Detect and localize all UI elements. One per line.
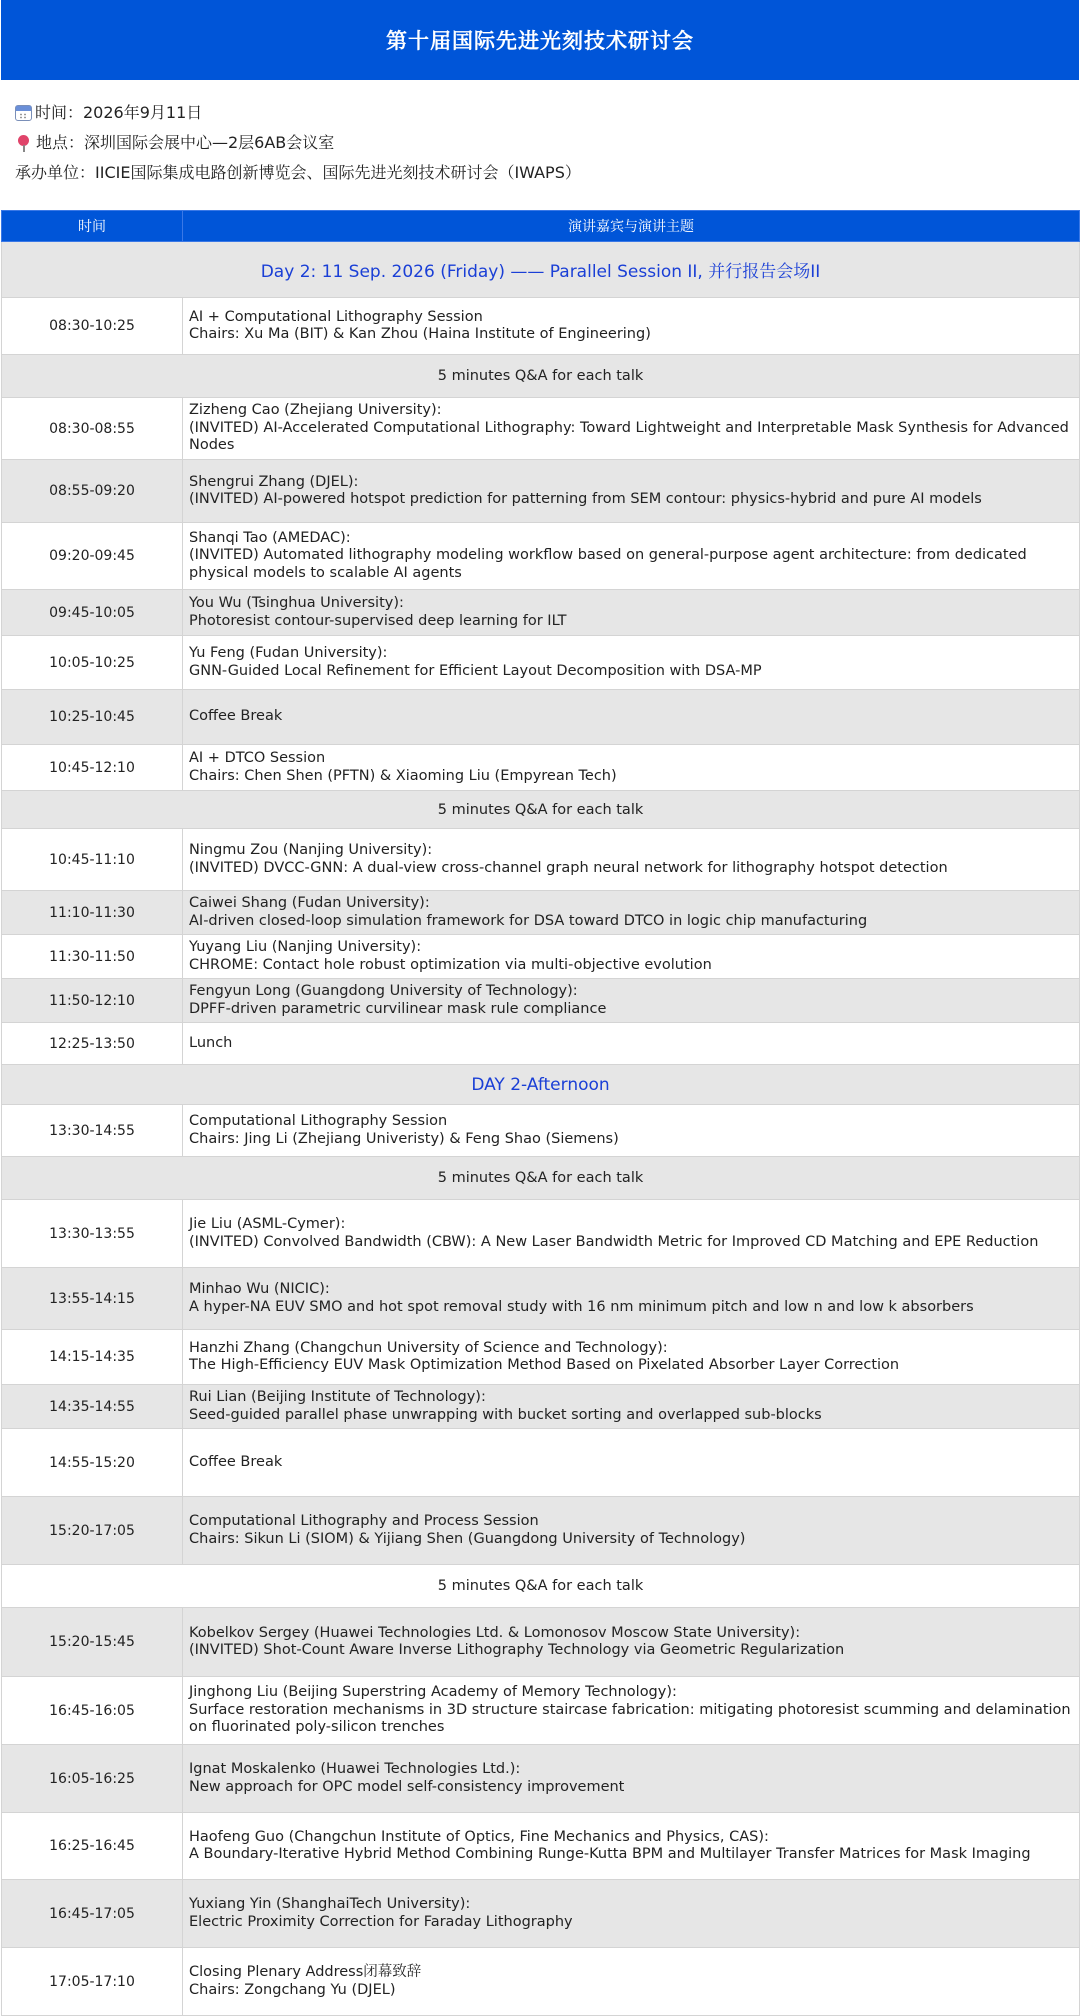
- qa-note-row: [2, 1565, 1080, 1608]
- speaker-name: Minhao Wu (NICIC):: [189, 1281, 330, 1297]
- session-time: 11:50-12:10: [2, 979, 183, 1023]
- session-time: 15:20-15:45: [2, 1608, 183, 1677]
- calendar-icon: [15, 105, 32, 121]
- talk-topic: The High-Efficiency EUV Mask Optimization Method Based on Pixelated Absorber Layer Correction: [189, 1357, 900, 1373]
- qa-note-row: [2, 791, 1080, 829]
- speaker-name: Fengyun Long (Guangdong University of Technology):: [189, 983, 578, 999]
- col-header-talk: 演讲嘉宾与演讲主题: [183, 211, 1080, 242]
- table-row: [2, 636, 1080, 690]
- session-time: 16:05-16:25: [2, 1745, 183, 1813]
- talk-cell: [183, 636, 1080, 690]
- session-time: 14:15-14:35: [2, 1330, 183, 1385]
- talk-cell: [183, 1948, 1080, 2016]
- session-time: 14:55-15:20: [2, 1429, 183, 1497]
- talk-topic: (INVITED) Automated lithography modeling workflow based on general-purpose agent architecture: from dedicated physical models to scalable AI agents: [189, 547, 1027, 581]
- talk-cell: [183, 1745, 1080, 1813]
- talk-cell: [183, 523, 1080, 590]
- speaker-name: Yuyang Liu (Nanjing University):: [189, 939, 422, 955]
- schedule-page: [1, 0, 1079, 2009]
- table-row: [2, 298, 1080, 355]
- speaker-name: Jinghong Liu (Beijing Superstring Academy of Memory Technology):: [189, 1684, 677, 1701]
- session-time: 14:35-14:55: [2, 1385, 183, 1429]
- event-organizer-text: 承办单位：IICIE国际集成电路创新博览会、国际先进光刻技术研讨会（IWAPS）: [15, 163, 581, 182]
- talk-cell: [183, 979, 1080, 1023]
- table-row: [2, 460, 1080, 523]
- event-location-text: 地点：深圳国际会展中心—2层6AB会议室: [36, 133, 335, 152]
- event-location: [15, 128, 1065, 158]
- talk-cell: [183, 935, 1080, 979]
- speaker-name: Yuxiang Yin (ShanghaiTech University):: [189, 1896, 471, 1912]
- speaker-name: AI + DTCO Session: [189, 750, 326, 766]
- talk-topic: A hyper-NA EUV SMO and hot spot removal study with 16 nm minimum pitch and low n and low k absorbers: [189, 1298, 974, 1315]
- talk-cell: [183, 1677, 1080, 1745]
- talk-topic: Chairs: Jing Li (Zhejiang Univeristy) & Feng Shao (Siemens): [189, 1130, 619, 1147]
- talk-topic: CHROME: Contact hole robust optimization via multi-objective evolution: [189, 956, 712, 973]
- speaker-name: Rui Lian (Beijing Institute of Technology):: [189, 1389, 486, 1405]
- table-row: [2, 1608, 1080, 1677]
- talk-cell: [183, 460, 1080, 523]
- talk-topic: Seed-guided parallel phase unwrapping with bucket sorting and overlapped sub-blocks: [189, 1406, 822, 1423]
- session-time: 09:20-09:45: [2, 523, 183, 590]
- speaker-name: You Wu (Tsinghua University):: [189, 595, 404, 611]
- qa-note-row: [2, 1157, 1080, 1200]
- talk-topic: (INVITED) Shot-Count Aware Inverse Lithography Technology via Geometric Regularization: [189, 1642, 845, 1658]
- talk-cell: [183, 690, 1080, 745]
- talk-topic: (INVITED) Convolved Bandwidth (CBW): A New Laser Bandwidth Metric for Improved CD Matching and EPE Reduction: [189, 1233, 1039, 1250]
- session-time: 08:30-10:25: [2, 298, 183, 355]
- talk-cell: [183, 829, 1080, 891]
- speaker-name: Ignat Moskalenko (Huawei Technologies Ltd.):: [189, 1761, 521, 1777]
- qa-note-row: [2, 355, 1080, 398]
- table-row: [2, 1385, 1080, 1429]
- speaker-name: AI + Computational Lithography Session: [189, 308, 483, 325]
- table-row: [2, 1745, 1080, 1813]
- session-time: 16:45-16:05: [2, 1677, 183, 1745]
- schedule-table: [1, 210, 1080, 2016]
- talk-cell: [183, 1105, 1080, 1157]
- table-row: [2, 935, 1080, 979]
- page-title: 第十届国际先进光刻技术研讨会: [1, 0, 1079, 80]
- talk-cell: [183, 891, 1080, 935]
- talk-topic: Chairs: Xu Ma (BIT) & Kan Zhou (Haina Institute of Engineering): [189, 326, 651, 342]
- table-row: [2, 1268, 1080, 1330]
- talk-cell: [183, 1608, 1080, 1677]
- qa-note: 5 minutes Q&A for each talk: [2, 791, 1080, 829]
- qa-note: 5 minutes Q&A for each talk: [2, 1157, 1080, 1200]
- table-row: [2, 1105, 1080, 1157]
- table-row: [2, 745, 1080, 791]
- talk-topic: GNN-Guided Local Refinement for Efficient Layout Decomposition with DSA-MP: [189, 662, 762, 679]
- table-row: [2, 979, 1080, 1023]
- qa-note: 5 minutes Q&A for each talk: [2, 1565, 1080, 1608]
- day-header-row: [2, 242, 1080, 298]
- session-time: 10:45-11:10: [2, 829, 183, 891]
- session-time: 16:45-17:05: [2, 1880, 183, 1948]
- talk-cell: [183, 1200, 1080, 1268]
- table-row: [2, 523, 1080, 590]
- speaker-name: Haofeng Guo (Changchun Institute of Optics, Fine Mechanics and Physics, CAS):: [189, 1828, 769, 1845]
- col-header-time: 时间: [2, 211, 183, 242]
- speaker-name: Zizheng Cao (Zhejiang University):: [189, 402, 442, 419]
- table-row: [2, 1497, 1080, 1565]
- speaker-name: Computational Lithography Session: [189, 1113, 448, 1129]
- table-row: [2, 891, 1080, 935]
- table-row: [2, 690, 1080, 745]
- talk-cell: [183, 745, 1080, 791]
- table-row: [2, 1200, 1080, 1268]
- speaker-name: Coffee Break: [189, 1453, 283, 1470]
- event-time: [15, 98, 1065, 128]
- talk-topic: New approach for OPC model self-consistency improvement: [189, 1778, 625, 1795]
- event-info: [1, 80, 1079, 210]
- session-time: 13:30-14:55: [2, 1105, 183, 1157]
- table-header-row: [2, 211, 1080, 242]
- session-time: 08:30-08:55: [2, 398, 183, 460]
- session-time: 15:20-17:05: [2, 1497, 183, 1565]
- session-time: 10:05-10:25: [2, 636, 183, 690]
- talk-topic: A Boundary-Iterative Hybrid Method Combining Runge-Kutta BPM and Multilayer Transfer Matrices for Mask Imaging: [189, 1846, 1031, 1862]
- session-time: 12:25-13:50: [2, 1023, 183, 1065]
- talk-topic: (INVITED) AI-powered hotspot prediction for patterning from SEM contour: physics-hybrid and pure AI models: [189, 491, 982, 507]
- table-row: [2, 1880, 1080, 1948]
- talk-topic: DPFF-driven parametric curvilinear mask rule compliance: [189, 1000, 607, 1017]
- talk-topic: (INVITED) AI-Accelerated Computational Lithography: Toward Lightweight and Interpretable Mask Synthesis for Advanced Nodes: [189, 419, 1069, 454]
- table-row: [2, 829, 1080, 891]
- speaker-name: Closing Plenary Address闭幕致辞: [189, 1964, 422, 1980]
- session-time: 11:10-11:30: [2, 891, 183, 935]
- talk-topic: Photoresist contour-supervised deep learning for ILT: [189, 612, 567, 629]
- talk-topic: AI-driven closed-loop simulation framework for DSA toward DTCO in logic chip manufacturing: [189, 912, 868, 929]
- session-time: 13:30-13:55: [2, 1200, 183, 1268]
- table-row: [2, 1677, 1080, 1745]
- talk-cell: [183, 1429, 1080, 1497]
- round-pushpin-icon: [15, 134, 33, 152]
- session-time: 11:30-11:50: [2, 935, 183, 979]
- talk-topic: Chairs: Chen Shen (PFTN) & Xiaoming Liu (Empyrean Tech): [189, 767, 617, 784]
- talk-cell: [183, 1813, 1080, 1880]
- talk-topic: Surface restoration mechanisms in 3D structure staircase fabrication: mitigating photoresist scumming and delamination on fluorinated poly-silicon trenches: [189, 1701, 1071, 1736]
- talk-cell: [183, 1330, 1080, 1385]
- session-time: 08:55-09:20: [2, 460, 183, 523]
- session-time: 10:45-12:10: [2, 745, 183, 791]
- table-row: [2, 1023, 1080, 1065]
- talk-topic: Electric Proximity Correction for Faraday Lithography: [189, 1913, 573, 1930]
- speaker-name: Lunch: [189, 1034, 233, 1051]
- talk-cell: [183, 1385, 1080, 1429]
- table-row: [2, 590, 1080, 636]
- speaker-name: Kobelkov Sergey (Huawei Technologies Ltd. & Lomonosov Moscow State University):: [189, 1624, 801, 1641]
- day-header: Day 2: 11 Sep. 2026 (Friday) —— Parallel Session II, 并行报告会场II: [2, 242, 1080, 298]
- talk-topic: (INVITED) DVCC-GNN: A dual-view cross-channel graph neural network for lithography hotspot detection: [189, 859, 948, 876]
- speaker-name: Coffee Break: [189, 708, 283, 725]
- speaker-name: Ningmu Zou (Nanjing University):: [189, 842, 433, 858]
- talk-cell: [183, 298, 1080, 355]
- session-time: 10:25-10:45: [2, 690, 183, 745]
- session-time: 16:25-16:45: [2, 1813, 183, 1880]
- speaker-name: Hanzhi Zhang (Changchun University of Science and Technology):: [189, 1339, 668, 1356]
- session-time: 09:45-10:05: [2, 590, 183, 636]
- talk-cell: [183, 590, 1080, 636]
- speaker-name: Computational Lithography and Process Session: [189, 1513, 539, 1529]
- talk-cell: [183, 1268, 1080, 1330]
- talk-topic: Chairs: Zongchang Yu (DJEL): [189, 1981, 396, 1998]
- day-header-row: [2, 1065, 1080, 1105]
- speaker-name: Caiwei Shang (Fudan University):: [189, 895, 430, 911]
- talk-cell: [183, 398, 1080, 460]
- event-time-text: 时间：2026年9月11日: [35, 103, 203, 122]
- speaker-name: Shanqi Tao (AMEDAC):: [189, 529, 351, 546]
- speaker-name: Shengrui Zhang (DJEL):: [189, 473, 359, 490]
- talk-cell: [183, 1497, 1080, 1565]
- table-row: [2, 398, 1080, 460]
- table-row: [2, 1948, 1080, 2016]
- event-organizer: [15, 158, 1065, 188]
- day-header: DAY 2-Afternoon: [2, 1065, 1080, 1105]
- table-row: [2, 1813, 1080, 1880]
- session-time: 17:05-17:10: [2, 1948, 183, 2016]
- speaker-name: Yu Feng (Fudan University):: [189, 645, 388, 661]
- table-row: [2, 1330, 1080, 1385]
- talk-cell: [183, 1880, 1080, 1948]
- table-row: [2, 1429, 1080, 1497]
- speaker-name: Jie Liu (ASML-Cymer):: [189, 1216, 346, 1232]
- talk-topic: Chairs: Sikun Li (SIOM) & Yijiang Shen (Guangdong University of Technology): [189, 1530, 746, 1547]
- qa-note: 5 minutes Q&A for each talk: [2, 355, 1080, 398]
- session-time: 13:55-14:15: [2, 1268, 183, 1330]
- talk-cell: [183, 1023, 1080, 1065]
